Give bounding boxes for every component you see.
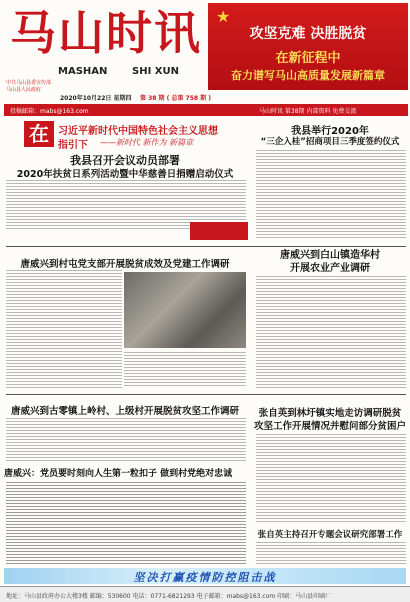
article-2-title-2: “三企入桂”招商项目三季度签约仪式 [260,137,400,147]
issue-number: 第 38 期 ( 总第 758 期 ) [140,95,211,102]
banner-line-3: 奋力谱写马山高质量发展新篇章 [231,69,385,82]
article-8-title: 张自英主持召开专题会议研究部署工作 [257,530,403,540]
column-badge-line3: ——新时代 新作为 新篇章 [100,138,194,147]
article-3-body-left [6,270,122,388]
article-2-title-1: 我县举行2020年 [291,126,369,137]
banner-line-1: 攻坚克难 决胜脱贫 [249,26,367,42]
issue-date: 2020年10月22日 星期四 [60,95,132,102]
article-2-body [256,150,406,240]
article-4-title-2: 开展农业产业调研 [290,263,370,274]
article-6-title-1: 张自英到林圩镇实地走访调研脱贫 [258,408,402,419]
article-6-title-2: 攻坚工作开展情况并慰问部分贫困户 [253,421,406,432]
article-8-body [256,542,406,566]
bottom-banner-text: 坚决打赢疫情防控阻击战 [133,571,277,584]
article-5-body [6,418,246,462]
article-1-title-2: 2020年扶贫日系列活动暨中华慈善日捐赠启动仪式 [16,169,234,180]
article-7-title: 唐威兴：党员要时刻向人生第一粒扣子 做到村党绝对忠诚 [4,469,233,479]
masthead-title: 马山时讯 [10,6,202,60]
article-4-body [256,276,406,388]
article-6-body [256,434,406,524]
masthead-roman-left: MASHAN [58,66,108,77]
flag-icon: ★ [216,7,231,26]
sponsor-block [6,80,51,94]
email-label: 投稿邮箱：mabs@163.com [10,108,89,115]
article-7-body [6,482,246,566]
article-1-title-1: 我县召开会议动员部署 [70,154,180,167]
article-1-badge [190,222,248,240]
banner-line-2: 在新征程中 [275,51,341,66]
footer: 地址：马山县政府办公大楼3楼 邮编：530600 电话：0771-6821293 电子邮箱：mabs@163.com 印刷：马山县印刷厂 [0,586,410,602]
article-3-photo [124,272,246,348]
banner [208,3,408,90]
column-badge-line2: 指引下 [58,140,88,151]
article-3-title: 唐威兴到村屯党支部开展脱贫成效及党建工作调研 [20,259,230,270]
article-5-title: 唐威兴到古零镇上岭村、上级村开展脱贫攻坚工作调研 [10,406,239,417]
info-band [4,104,408,116]
masthead-roman-right: SHI XUN [132,66,179,77]
article-3-body-right [124,352,246,388]
column-badge-line1: 习近平新时代中国特色社会主义思想 [58,126,218,137]
info-label: 马山时讯 第38期 内部资料 免费交流 [259,108,357,115]
article-4-title-1: 唐威兴到白山镇造华村 [280,250,380,261]
bottom-banner [4,568,406,584]
sponsor-line: 中共马山县委宣传部 [6,80,52,86]
sponsor-line: 马山县人民政府 [6,87,42,93]
column-badge-char: 在 [24,121,54,147]
divider [6,394,406,395]
